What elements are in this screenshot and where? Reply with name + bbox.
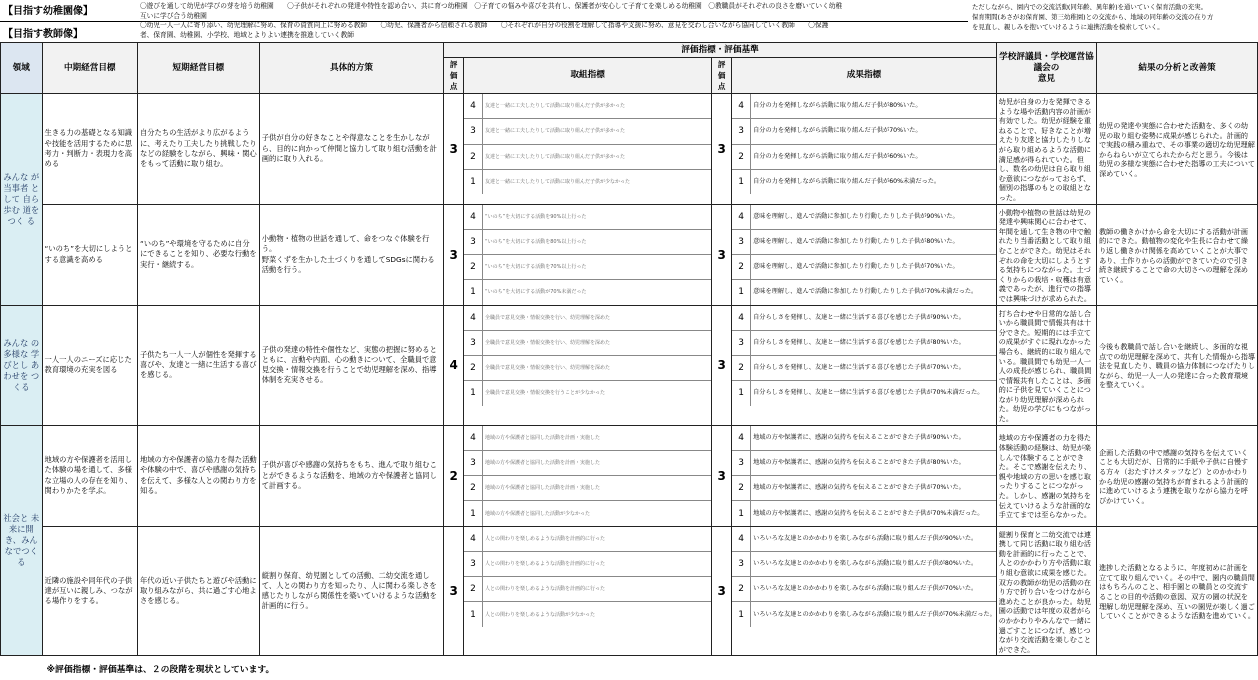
criterion-level: 1	[470, 176, 476, 187]
effort-score: 4	[444, 305, 464, 425]
result-criteria-cell	[732, 526, 997, 656]
criterion-item	[464, 205, 711, 229]
plan-cell: 子供が自分の好きなことや得意なことを生かしながら、目的に向かって仲間と協力して取り組む活動を計画的に取り入れる。	[259, 94, 443, 205]
criterion-text: 自分らしさを発揮し、友達と一緒に生活する喜びを感じた子供が70%未満だった。	[750, 381, 996, 405]
criterion-item	[464, 144, 711, 169]
criterion-level: 3	[470, 337, 476, 348]
criterion-item	[464, 576, 711, 601]
criterion-text: 地域の方や保護者に、感謝の気持ちを伝えることができた子供が80%いた。	[750, 451, 996, 475]
criterion-text: 人との関わりを楽しめるような活動を計画的に行った	[482, 577, 711, 601]
committee-opinion-cell: 小動物や植物の世話は幼児の発達や興味関心に合わせて、年間を通して生き物の中で触れたり当番活動として取り組むことができた。幼児はそれぞれの命を大切にしようとする気持ちにつながった。土づくりからの栽培・収穫は有意義であったが、進行での指導では興味づけが求められた。	[996, 204, 1096, 305]
criterion-level: 2	[470, 363, 476, 374]
table-row	[1, 526, 1258, 656]
criterion-text: 全職員で意見交換・情報交換を行うことが少なかった	[482, 381, 711, 405]
plan-cell: 縦割り保育、幼児園としての活動、二幼交流を通して、人との関わり方を知ったり、人に関わる楽しさを感じたりしながら関係性を築いていけるような活動を計画的に行う。	[259, 526, 443, 656]
criterion-text: いろいろな友達とのかかわりを楽しみながら活動に取り組んだ子供が70%いた。	[750, 577, 996, 601]
criterion-level: 2	[738, 151, 744, 162]
criterion-item	[732, 279, 996, 304]
criterion-level: 2	[738, 363, 744, 374]
col-mid-goal-header: 中期経営目標	[42, 43, 137, 94]
school-policy-text	[972, 2, 1256, 32]
col-eval-group-header: 評価指標・評価基準	[444, 43, 997, 58]
criterion-level: 4	[738, 211, 744, 222]
effort-criteria-cell	[464, 305, 712, 425]
col-area-header: 領域	[1, 43, 43, 94]
criterion-item	[464, 601, 711, 626]
criterion-item	[464, 229, 711, 254]
col-score-header: 評価点	[712, 58, 732, 94]
criterion-text: 人との関わりを楽しめるような活動を計画的に行った	[482, 527, 711, 551]
short-goal-cell: “いのち”や環境を守るために自分にできることを知り、必要な行動を実行・継続する。	[137, 204, 259, 305]
effort-criteria-cell	[464, 425, 712, 526]
criterion-text: 自分らしさを発揮し、友達と一緒に生活する喜びを感じた子供が80%いた。	[750, 331, 996, 355]
criterion-level: 1	[470, 388, 476, 399]
criterion-item	[732, 475, 996, 500]
teacher-vision-line: 者、保育園、幼稚園、小学校、地域とよりよい連携を推進していく教師	[140, 30, 354, 39]
table-row	[1, 94, 1258, 205]
criterion-level: 3	[470, 126, 476, 137]
criterion-text: 自分の力を発揮しながら活動に取り組んだ子供が70%いた。	[750, 119, 996, 143]
criterion-item	[732, 254, 996, 279]
vision-header	[0, 0, 1258, 40]
criterion-text: 全職員で意見交換・情報交換を行い、幼児理解を深めた	[482, 306, 711, 330]
criterion-item	[464, 94, 711, 118]
criterion-item	[732, 169, 996, 194]
criterion-level: 3	[470, 236, 476, 247]
effort-score: 3	[444, 526, 464, 656]
criterion-text: 自分の力を発揮しながら活動に取り組んだ子供が80%いた。	[750, 94, 996, 118]
criterion-text: いろいろな友達とのかかわりを楽しみながら活動に取り組んだ子供が80%いた。	[750, 552, 996, 576]
criterion-item	[732, 94, 996, 118]
criterion-level: 4	[738, 312, 744, 323]
criterion-item	[732, 527, 996, 551]
effort-criteria-cell	[464, 204, 712, 305]
criterion-level: 3	[738, 236, 744, 247]
criterion-item	[732, 205, 996, 229]
criterion-item	[732, 229, 996, 254]
analysis-cell: 企画した活動の中で感謝の気持ちを伝えていくことも大切だが、日常的に手紙や子供に自慢する方々（おたすけスタッフなど）とのかかわりから幼児の感謝の気持ちが育まれるよう計画的に進めていけるよう連携を取りながら協力を呼びかけていく。	[1097, 425, 1258, 526]
criterion-level: 1	[470, 287, 476, 298]
criterion-item	[732, 306, 996, 330]
kindergarten-vision-line: 〇遊びを通して幼児が学びの芽を培う幼稚園 〇子供がそれぞれの発達や特性を認め合い、共に育つ幼稚園 〇子育ての悩みや喜びを共有し、保護者が安心して子育てを楽しめる幼稚園 〇教職員がそれぞれの良さを磨いていく幼稚	[140, 2, 843, 10]
criterion-text: “いのち”を大切にする活動を90%以上行った	[482, 205, 711, 229]
area-cell: みんな の多様な 学びとし あわせを つくる	[1, 305, 43, 425]
criterion-text: 自分らしさを発揮し、友達と一緒に生活する喜びを感じた子供が90%いた。	[750, 306, 996, 330]
committee-opinion-cell: 縦割り保育と二幼交流では連携して同じ活動に取り組む活動を計画的に行ったことで、人とのかかわり方や活動に取り組む意欲に成果を感じた。双方の教師が幼児の活動の在り方で折り合いをつけながら進めたことが良かった。幼児園の活動では年度の双者がらのかかわりやみんなで一緒に過ごすことにつなげ、感じつながり交流活動を楽しむことができた。	[996, 526, 1096, 656]
criterion-text: 自分らしさを発揮し、友達と一緒に生活する喜びを感じた子供が70%いた。	[750, 356, 996, 380]
short-goal-cell: 子供たち一人一人が個性を発揮する喜びや、友達と一緒に生活する喜びを感じる。	[137, 305, 259, 425]
committee-opinion-cell: 地域の方や保護者の力を得た体験活動の経験は、幼児が楽しんで体験することができた。そこで感謝を伝えたり、親や地域の方の思いを感じ取ったりすることにつながった。しかし、感謝の気持ちを伝えていけるような計画的な手立てまでは至らなかった。	[996, 425, 1096, 526]
criterion-level: 4	[738, 432, 744, 443]
criterion-level: 4	[470, 432, 476, 443]
criterion-level: 1	[738, 287, 744, 298]
plan-cell: 小動物・植物の世話を通して、命をつなぐ体験を行う。 野菜くずを生かした土づくりを通してSDGsに関わる活動を行う。	[259, 204, 443, 305]
criterion-level: 4	[470, 101, 476, 112]
area-cell: 社会と 未来に開 き、みん なでつく る	[1, 425, 43, 656]
kindergarten-vision-label: 【目指す幼稚園像】	[3, 6, 93, 17]
criterion-level: 4	[470, 533, 476, 544]
criterion-text: 意味を理解し、進んで活動に参加したり行動したりした子供が70%未満だった。	[750, 280, 996, 304]
teacher-vision-text	[140, 21, 965, 40]
criterion-text: 人との関わりを楽しめるような活動が少なかった	[482, 602, 711, 626]
committee-opinion-cell: 打ち合わせや日常的な話し合いから職員間で情報共有は十分できた。短期的には手立ての成果がすぐに現れなかった場合も、継続的に取り組んでいる。職員間でも幼児一人一人の成長が感じられ、職員間で情報共有したことは、多面的に子供を見ていくことにつながり幼児理解が深められた。幼児の学びにもつながった。	[996, 305, 1096, 425]
footer-note: ※評価指標・評価基準は、２の段階を現状としています。	[46, 664, 275, 675]
criterion-text: “いのち”を大切にする活動が70%未満だった	[482, 280, 711, 304]
criterion-item	[732, 500, 996, 525]
criterion-text: 意味を理解し、進んで活動に参加したり行動したりした子供が90%いた。	[750, 205, 996, 229]
result-criteria-cell	[732, 204, 997, 305]
criterion-level: 1	[470, 508, 476, 519]
evaluation-table	[0, 42, 1258, 680]
criterion-level: 2	[738, 262, 744, 273]
criterion-text: 地域の方や保護者と協同した活動を計画・実施した	[482, 476, 711, 500]
criterion-item	[464, 254, 711, 279]
result-score: 3	[712, 94, 732, 205]
criterion-text: 地域の方や保護者に、感謝の気持ちを伝えることができた子供が70%未満だった。	[750, 501, 996, 525]
criterion-level: 4	[738, 101, 744, 112]
criterion-text: 意味を理解し、進んで活動に参加したり行動したりした子供が80%いた。	[750, 230, 996, 254]
criterion-level: 2	[738, 483, 744, 494]
criterion-item	[732, 601, 996, 626]
analysis-cell: 進捗した活動となるように、年度初めに計画を立てて取り組んでいく。その中で、園内の職員間はもちろんのこと、相手園との職員との交流することの目的や活動の意図、双方の園の状況を理解し幼児理解を深め、互いの園児が楽しく過ごしていくことができるような活動を進めていく。	[1097, 526, 1258, 656]
criterion-text: 地域の方や保護者と協同した活動が少なかった	[482, 501, 711, 525]
criterion-level: 3	[738, 337, 744, 348]
criterion-level: 3	[470, 559, 476, 570]
plan-cell: 子供が喜びや感謝の気持ちをもち、進んで取り組むことができるような活動を、地域の方や保護者と協同して計画する。	[259, 425, 443, 526]
criterion-item	[732, 330, 996, 355]
school-policy-line: 保育期間(あさがお保育園、第三幼稚園)との交流から、地域の同年齢の交流の在り方	[972, 13, 1214, 21]
mid-goal-cell: “いのち”を大切にしようとする意識を高める	[42, 204, 137, 305]
col-plan-header: 具体的方策	[259, 43, 443, 94]
committee-opinion-cell: 幼児が自身の力を発揮できるような場や活動内容の計画が有効でした。幼児が経験を重ねることで、好きなことが増えたり友達と協力したりしながら取り組めるような活動に満足感が得られていた。但し、数名の幼児は自ら取り組む意欲につながっておらず、個別の指導のもとの取組となった。	[996, 94, 1096, 205]
mid-goal-cell: 地域の方や保護者を活用した体験の場を通して、多様な立場の人の存在を知り、関わりかたを学ぶ。	[42, 425, 137, 526]
area-cell: みんな が当事者 として 自ら歩む 道をつく る	[1, 94, 43, 306]
effort-score: 3	[444, 94, 464, 205]
criterion-item	[464, 426, 711, 450]
criterion-text: 意味を理解し、進んで活動に参加したり行動したりした子供が70%いた。	[750, 255, 996, 279]
criterion-level: 3	[738, 126, 744, 137]
col-short-goal-header: 短期経営目標	[137, 43, 259, 94]
criterion-item	[464, 450, 711, 475]
effort-criteria-cell	[464, 526, 712, 656]
short-goal-cell: 自分たちの生活がより広がるように、考えたり工夫したり挑戦したりなどの経験をしながら、興味・関心をもって活動に取り組む。	[137, 94, 259, 205]
analysis-cell: 教師の働きかけから命を大切にする活動が計画的にできた。動植物の変化や生長に合わせて繰り返し働きかけ関係を高めていくことが大事であり、土作りからの活動ができていたので引き続き継続することで命の大切さへの理解を深めていく。	[1097, 204, 1258, 305]
kindergarten-vision-line: 互いに学び合う幼稚園	[140, 11, 207, 20]
criterion-item	[732, 144, 996, 169]
criterion-item	[732, 118, 996, 143]
result-score: 3	[712, 305, 732, 425]
criterion-level: 4	[470, 211, 476, 222]
criterion-text: 地域の方や保護者に、感謝の気持ちを伝えることができた子供が70%いた。	[750, 476, 996, 500]
plan-cell: 子供の発達の特性や個性など、実態の把握に努めるとともに、言動や内面、心の動きについて、全職員で意見交換・情報交換を行うことで幼児理解を深め、指導体制を充実させる。	[259, 305, 443, 425]
criterion-text: 友達と一緒に工夫したりして活動に取り組んだ子供が多かった	[482, 94, 711, 118]
criterion-item	[464, 169, 711, 194]
col-committee-header: 学校評議員・学校運営協議会の 意見	[996, 43, 1096, 94]
criterion-level: 1	[738, 609, 744, 620]
analysis-cell: 幼児の発達や実態に合わせた活動を、多くの幼児の取り組む姿勢に成果が感じられた。計画的で実践の積み重ねで、その事業の適切な幼児理解からねらいが立てられたからだと思う。今後は幼児の多様な実態に合わせた指導の工夫について深めていく。	[1097, 94, 1258, 205]
criterion-item	[464, 279, 711, 304]
criterion-item	[732, 450, 996, 475]
criterion-level: 2	[470, 584, 476, 595]
result-score: 3	[712, 204, 732, 305]
criterion-text: 全職員で意見交換・情報交換を行い、幼児理解を深めた	[482, 331, 711, 355]
criterion-item	[464, 118, 711, 143]
teacher-vision-line: 〇幼児一人一人に寄り添い、幼児理解に努め、保育の資質向上に努める教師 〇幼児、保護者から信頼される教師 〇それぞれが自分の役割を理解して指導や支援に努め、意見を交わし合いながら協同していく教師 〇保護	[140, 21, 829, 29]
criterion-text: 全職員で意見交換・情報交換を行い、幼児理解を深めた	[482, 356, 711, 380]
criterion-level: 2	[470, 151, 476, 162]
criterion-item	[732, 576, 996, 601]
criterion-item	[464, 306, 711, 330]
criterion-text: 地域の方や保護者と協同した活動を計画・実施した	[482, 451, 711, 475]
criterion-level: 1	[738, 388, 744, 399]
short-goal-cell: 年代の近い子供たちと遊びや活動に取り組みながら、共に過ごす心地よさを感じる。	[137, 526, 259, 656]
criterion-text: 地域の方や保護者と協同した活動を計画・実施した	[482, 426, 711, 450]
short-goal-cell: 地域の方や保護者の協力を得た活動や体験の中で、喜びや感謝の気持ちを伝えて、多様な人との関わり方を知る。	[137, 425, 259, 526]
kindergarten-vision-text	[140, 2, 965, 21]
teacher-vision-label: 【目指す教師像】	[3, 29, 83, 40]
result-criteria-cell	[732, 94, 997, 205]
table-row	[1, 425, 1258, 526]
table-row	[1, 204, 1258, 305]
criterion-item	[732, 380, 996, 405]
result-score: 3	[712, 526, 732, 656]
criterion-item	[464, 355, 711, 380]
criterion-text: 友達と一緒に工夫したりして活動に取り組んだ子供が多かった	[482, 119, 711, 143]
criterion-level: 2	[470, 483, 476, 494]
effort-score: 2	[444, 425, 464, 526]
criterion-level: 3	[470, 458, 476, 469]
table-row	[1, 305, 1258, 425]
criterion-level: 4	[738, 533, 744, 544]
criterion-level: 3	[738, 559, 744, 570]
criterion-item	[464, 475, 711, 500]
criterion-level: 3	[738, 458, 744, 469]
criterion-level: 1	[470, 609, 476, 620]
criterion-text: いろいろな友達とのかかわりを楽しみながら活動に取り組んだ子供が90%いた。	[750, 527, 996, 551]
effort-score: 3	[444, 204, 464, 305]
col-effort-header: 取組指標	[464, 58, 712, 94]
criterion-text: 地域の方や保護者に、感謝の気持ちを伝えることができた子供が90%いた。	[750, 426, 996, 450]
criterion-item	[732, 355, 996, 380]
criterion-text: 友達と一緒に工夫したりして活動に取り組んだ子供が少なかった	[482, 170, 711, 194]
criterion-item	[732, 551, 996, 576]
criterion-item	[732, 426, 996, 450]
school-policy-line: を見直し、親しみを抱いていけるように連携活動を模索していく。	[972, 23, 1164, 31]
criterion-item	[464, 330, 711, 355]
mid-goal-cell: 生きる力の基礎となる知識や技能を活用するために思考力・判断力・表現力を高める	[42, 94, 137, 205]
result-criteria-cell	[732, 305, 997, 425]
criterion-item	[464, 380, 711, 405]
result-criteria-cell	[732, 425, 997, 526]
col-analysis-header: 結果の分析と改善策	[1097, 43, 1258, 94]
criterion-text: 自分の力を発揮しながら活動に取り組んだ子供が60%未満だった。	[750, 170, 996, 194]
criterion-item	[464, 500, 711, 525]
criterion-level: 1	[738, 508, 744, 519]
effort-criteria-cell	[464, 94, 712, 205]
criterion-level: 2	[470, 262, 476, 273]
criterion-text: 人との関わりを楽しめるような活動を計画的に行った	[482, 552, 711, 576]
criterion-level: 1	[738, 176, 744, 187]
mid-goal-cell: 近隣の施設や同年代の子供達が互いに親しみ、つながる場作りをする。	[42, 526, 137, 656]
analysis-cell: 今後も教職員で話し合いを継続し、多面的な視点での幼児理解を深めて、共有した情報から指導法を見直したり、職員の協力体制につなげたりしながら、幼児一人一人の発達に合った教育環境を整えていく。	[1097, 305, 1258, 425]
mid-goal-cell: 一人一人のニーズに応じた教育環境の充実を図る	[42, 305, 137, 425]
criterion-text: “いのち”を大切にする活動を80%以上行った	[482, 230, 711, 254]
col-result-header: 成果指標	[732, 58, 997, 94]
school-policy-line: ただしながら、園内での交流活動(同年齢、異年齢)を通いていく保育活動の充実。	[972, 3, 1208, 11]
criterion-text: 友達と一緒に工夫したりして活動に取り組んだ子供が多かった	[482, 145, 711, 169]
criterion-level: 4	[470, 312, 476, 323]
result-score: 3	[712, 425, 732, 526]
criterion-text: いろいろな友達とのかかわりを楽しみながら活動に取り組んだ子供が70%未満だった。	[750, 602, 996, 626]
criterion-item	[464, 527, 711, 551]
col-score-header: 評価点	[444, 58, 464, 94]
criterion-text: “いのち”を大切にする活動を70%以上行った	[482, 255, 711, 279]
criterion-item	[464, 551, 711, 576]
criterion-text: 自分の力を発揮しながら活動に取り組んだ子供が60%いた。	[750, 145, 996, 169]
criterion-level: 2	[738, 584, 744, 595]
